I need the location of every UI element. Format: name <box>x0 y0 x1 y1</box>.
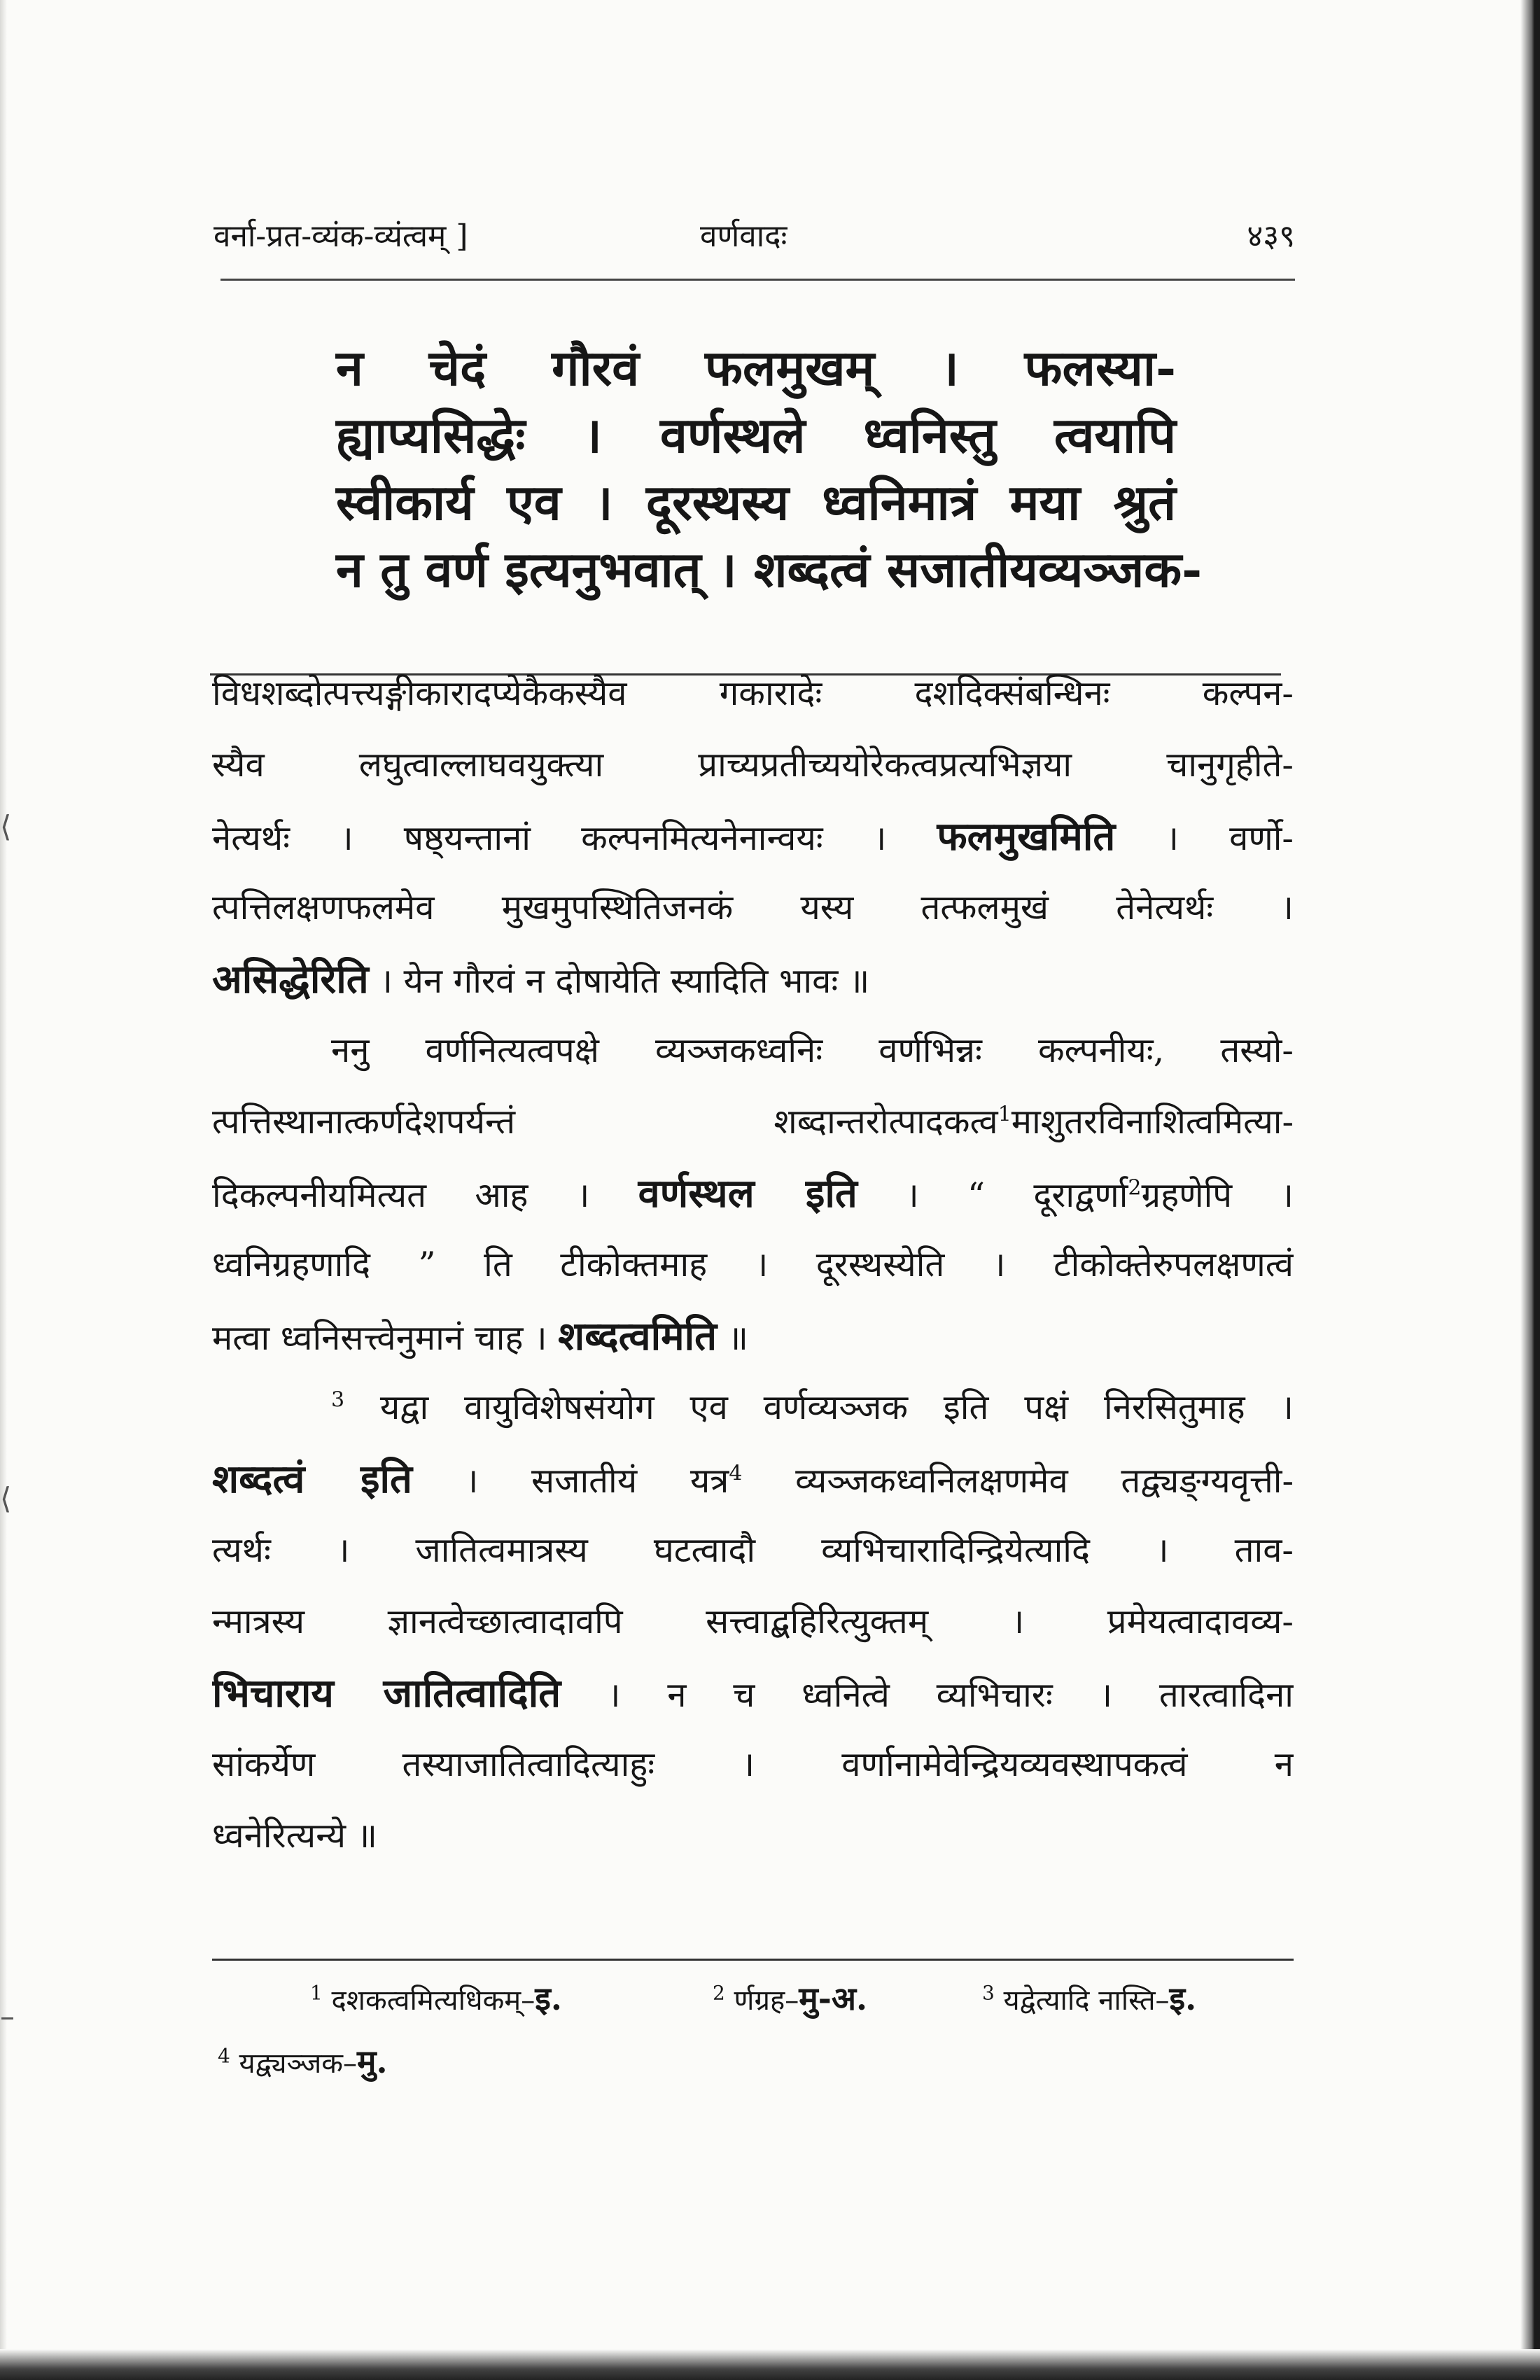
footnote-source: इ. <box>535 1980 562 2017</box>
text-span: नेत्यर्थः । षष्ठ्यन्तानां कल्पनमित्यनेनान्वयः । <box>212 818 887 858</box>
running-head-center: वर्णवादः <box>700 218 788 254</box>
text-span: ॥ <box>727 1318 748 1358</box>
commentary-line: ध्वनिग्रहणादि ” ति टीकोक्तमाह । दूरस्थस्येति । टीकोक्तेरुपलक्षणत्वं <box>212 1245 1294 1284</box>
binding-mark-icon: ⟨ <box>0 809 12 844</box>
page-edge-bottom <box>0 2349 1540 2380</box>
commentary-line: त्पत्तिलक्षणफलमेव मुखमुपस्थितिजनकं यस्य तत्फलमुखं तेनेत्यर्थः । <box>212 888 1294 927</box>
binding-mark-icon: – <box>0 1999 15 2033</box>
header-rule <box>220 279 1295 281</box>
footnote-number: 3 <box>982 1981 995 2005</box>
verse-line: न तु वर्ण इत्यनुभवात् । शब्दत्वं सजातीयव्यञ्जक- <box>336 540 1203 598</box>
commentary-line <box>212 1086 1294 1158</box>
text-span: । “ दूराद्वर्णा <box>906 1175 1128 1215</box>
lemma: असिद्धेरिति <box>212 956 369 1002</box>
commentary-line: न्मात्रस्य ज्ञानत्वेच्छात्वादावपि सत्त्वाद्बहिरित्युक्तम् । प्रमेयत्वादावव्य- <box>212 1602 1294 1642</box>
page-edge-right <box>1520 0 1540 2380</box>
page-number: ४३९ <box>1247 218 1295 254</box>
commentary-line <box>212 1443 1294 1515</box>
footnote-2 <box>713 1967 867 2032</box>
commentary-line: त्यर्थः । जातित्वमात्रस्य घटत्वादौ व्यभिचारादिन्द्रियेत्यादि । ताव- <box>212 1530 1294 1570</box>
footnote-1 <box>310 1967 562 2032</box>
footnote-marker[interactable]: 2 <box>1128 1175 1142 1200</box>
footnote-text: दशकत्वमित्यधिकम्– <box>331 1984 536 2017</box>
commentary-line: ननु वर्णनित्यत्वपक्षे व्यञ्जकध्वनिः वर्णभिन्नः कल्पनीयः, तस्यो- <box>331 1030 1294 1070</box>
running-header <box>214 214 1295 262</box>
text-span: मत्वा ध्वनिसत्त्वेनुमानं चाह । <box>212 1318 547 1358</box>
commentary-line <box>212 944 1294 1015</box>
commentary-line <box>212 1301 1294 1372</box>
lemma: भिचाराय जातित्वादिति <box>212 1670 561 1716</box>
commentary-line <box>212 1372 1294 1443</box>
verse-line: स्वीकार्य एव । दूरस्थस्य ध्वनिमात्रं मया श्रुतं <box>336 473 1176 531</box>
footnote-source: इ. <box>1169 1980 1197 2017</box>
footnote-row <box>212 2030 1294 2093</box>
footnote-text: यद्वेत्यादि नास्ति– <box>1003 1984 1170 2017</box>
footnote-marker[interactable]: 1 <box>997 1102 1011 1127</box>
commentary-line <box>212 801 1294 872</box>
lemma: फलमुखमिति <box>937 813 1116 860</box>
footnote-row <box>212 1967 1294 2030</box>
text-span: । न च ध्वनित्वे व्यभिचारः । तारत्वादिना <box>607 1675 1294 1715</box>
footnote-text: र्णग्रह– <box>734 1984 799 2017</box>
footnote-rule <box>212 1959 1294 1961</box>
binding-mark-icon: ⟨ <box>0 1481 12 1516</box>
verse-line: न चेदं गौरवं फलमुखम् । फलस्या- <box>336 339 1176 397</box>
verse-block <box>336 335 1203 603</box>
text-span: दिकल्पनीयमित्यत आह । <box>212 1175 590 1215</box>
footnote-number: 4 <box>218 2044 230 2068</box>
footnote-3 <box>982 1967 1196 2032</box>
footnote-text: यद्व्यञ्जक– <box>239 2047 357 2080</box>
verse-line: ह्याप्यसिद्धेः । वर्णस्थले ध्वनिस्तु त्वयापि <box>336 406 1176 464</box>
text-span: व्यञ्जकध्वनिलक्षणमेव तद्व्यङ्ग्यवृत्ती- <box>795 1461 1294 1501</box>
text-span: त्पत्तिस्थानात्कर्णदेशपर्यन्तं शब्दान्तरोत्पादकत्व <box>212 1102 998 1142</box>
footnotes <box>212 1967 1294 2093</box>
footnote-source: मु-अ. <box>799 1980 868 2017</box>
footnote-source: मु. <box>357 2043 388 2080</box>
lemma: शब्दत्वमिति <box>558 1313 718 1359</box>
text-span: । वर्णो- <box>1166 818 1294 858</box>
text-span: ग्रहणेपि । <box>1141 1175 1294 1215</box>
commentary-line: सांकर्येण तस्याजातित्वादित्याहुः । वर्णानामेवेन्द्रियव्यवस्थापकत्वं न <box>212 1744 1294 1784</box>
footnote-4 <box>218 2030 388 2095</box>
footnote-number: 2 <box>713 1981 725 2005</box>
lemma: वर्णस्थल इति <box>638 1170 858 1217</box>
commentary-line: विधशब्दोत्पत्त्यङ्गीकारादप्येकैकस्यैव गकारादेः दशदिक्संबन्धिनः कल्पन- <box>212 673 1294 713</box>
footnote-marker[interactable]: 4 <box>729 1461 743 1486</box>
text-span: । येन गौरवं न दोषायेति स्यादिति भावः ॥ <box>379 961 870 1001</box>
running-head-left: वर्ना-प्रत-व्यंक-व्यंत्वम् ] <box>214 218 468 254</box>
footnote-number: 1 <box>310 1981 323 2005</box>
commentary-line <box>212 1658 1294 1729</box>
commentary <box>212 658 1294 1872</box>
text-span: यद्वा वायुविशेषसंयोग एव वर्णव्यञ्जक इति पक्षं निरसितुमाह । <box>379 1387 1294 1427</box>
commentary-line: ध्वनेरित्यन्ये ॥ <box>212 1816 378 1856</box>
commentary-line: स्यैव लघुत्वाल्लाघवयुक्त्या प्राच्यप्रतीच्ययोरेकत्वप्रत्यभिज्ञया चानुगृहीते- <box>212 745 1294 785</box>
text-span: । सजातीयं यत्र <box>465 1461 729 1501</box>
commentary-line <box>212 1158 1294 1229</box>
footnote-marker[interactable]: 3 <box>331 1387 345 1413</box>
lemma: शब्दत्वं इति <box>212 1456 412 1502</box>
text-span: माशुतरविनाशित्वमित्या- <box>1011 1102 1294 1142</box>
